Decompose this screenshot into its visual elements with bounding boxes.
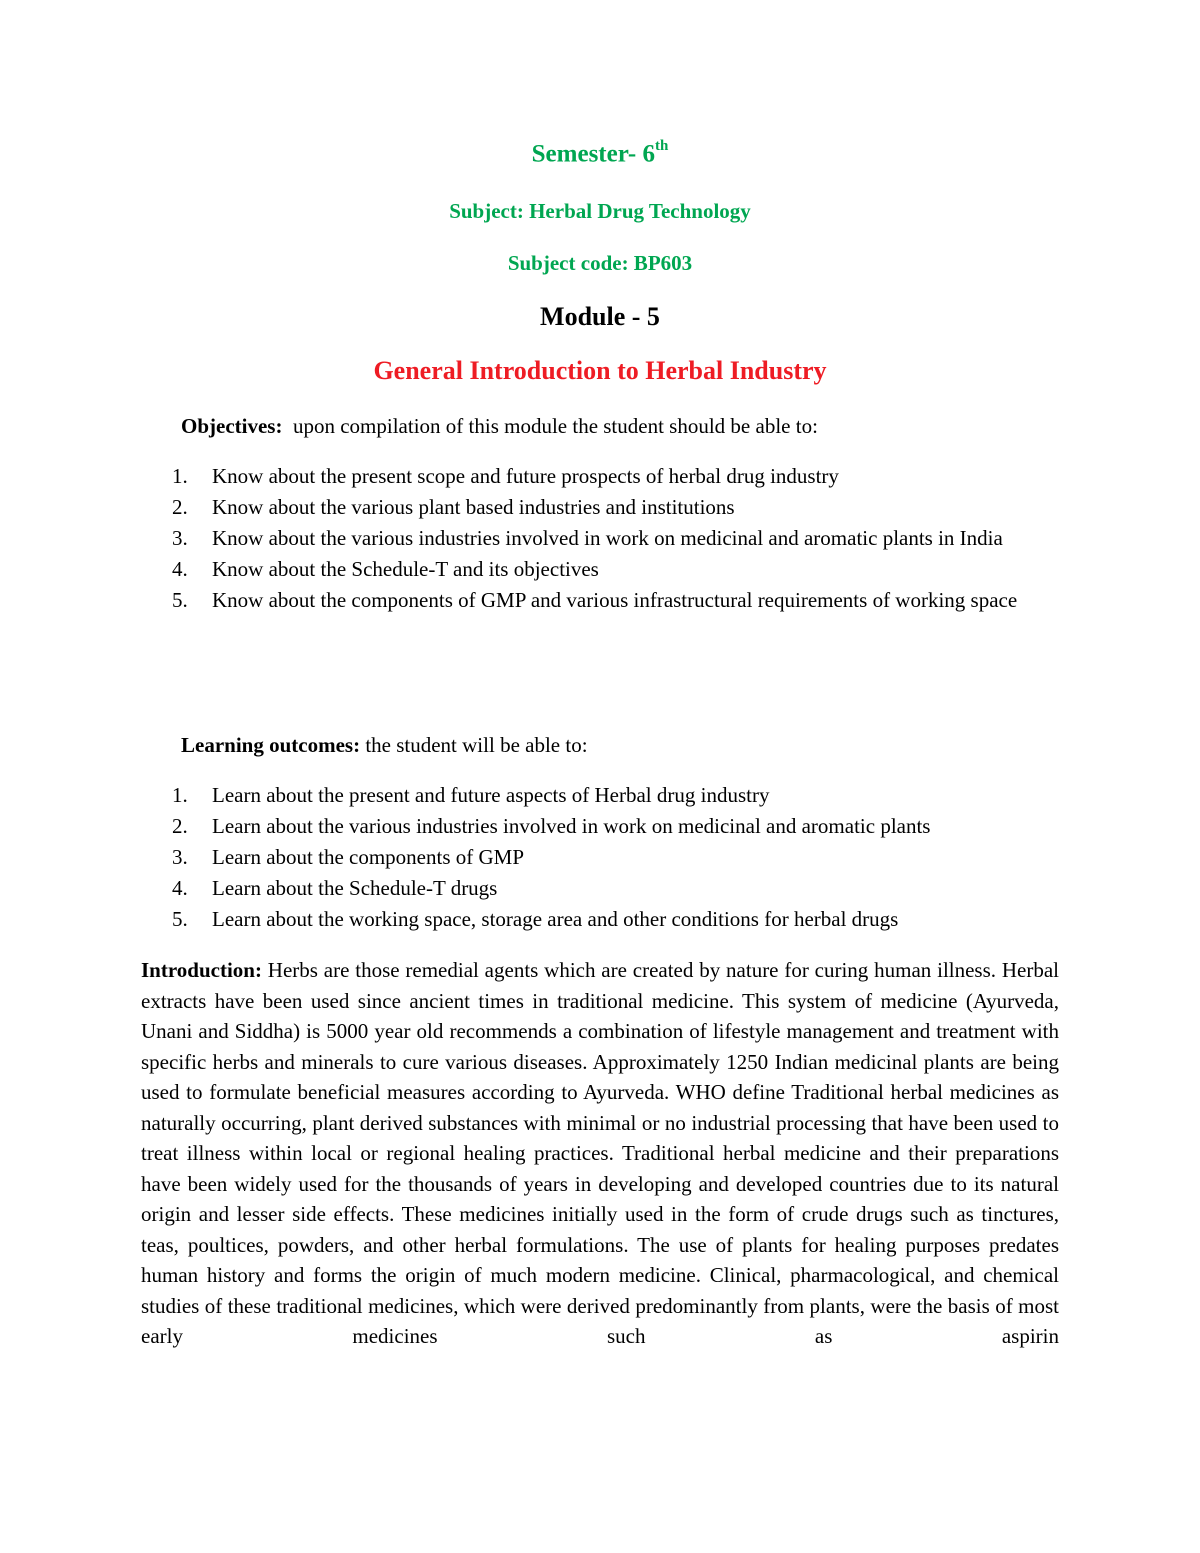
- list-item-number: 3.: [172, 845, 188, 869]
- list-item: [172, 842, 1058, 873]
- list-item-number: 3.: [172, 526, 188, 550]
- list-item-number: 2.: [172, 814, 188, 838]
- list-item-text: Know about the various industries involved in work on medicinal and aromatic plants in India: [212, 526, 1003, 550]
- list-item-number: 2.: [172, 495, 188, 519]
- list-item-number: 5.: [172, 588, 188, 612]
- outcomes-label: Learning outcomes:: [181, 733, 361, 757]
- objectives-lead: [181, 414, 818, 438]
- objectives-label: Objectives:: [181, 414, 283, 438]
- introduction-label: Introduction:: [141, 958, 262, 982]
- list-item-text: Learn about the various industries involved in work on medicinal and aromatic plants: [212, 814, 931, 838]
- list-item-text: Know about the various plant based industries and institutions: [212, 495, 735, 519]
- subject-heading: Subject: Herbal Drug Technology: [449, 199, 751, 223]
- list-item: [172, 873, 1058, 904]
- list-item: [172, 904, 1058, 935]
- list-item-text: Know about the present scope and future prospects of herbal drug industry: [212, 464, 839, 488]
- outcomes-list: [172, 780, 1058, 935]
- list-item-number: 4.: [172, 557, 188, 581]
- semester-heading: [0, 140, 1200, 168]
- outcomes-lead-text: the student will be able to:: [365, 733, 588, 757]
- list-item-text: Know about the components of GMP and various infrastructural requirements of working space: [212, 588, 1018, 612]
- list-item: [172, 811, 1058, 842]
- list-item: [172, 585, 1058, 616]
- list-item: [172, 523, 1058, 554]
- list-item-number: 4.: [172, 876, 188, 900]
- list-item: [172, 461, 1058, 492]
- list-item: [172, 554, 1058, 585]
- list-item-text: Learn about the working space, storage area and other conditions for herbal drugs: [212, 907, 899, 931]
- page-title: General Introduction to Herbal Industry: [373, 356, 827, 385]
- semester-label: Semester- 6: [531, 140, 655, 168]
- list-item-text: Know about the Schedule-T and its objectives: [212, 557, 599, 581]
- list-item-text: Learn about the Schedule-T drugs: [212, 876, 498, 900]
- list-item-number: 5.: [172, 907, 188, 931]
- introduction-paragraph: [141, 955, 1059, 1352]
- subject-code-heading: Subject code: BP603: [507, 251, 693, 275]
- list-item-number: 1.: [172, 464, 188, 488]
- semester-superscript: th: [654, 138, 669, 154]
- objectives-lead-text: upon compilation of this module the student should be able to:: [292, 414, 818, 438]
- list-item: [172, 492, 1058, 523]
- introduction-text: Herbs are those remedial agents which are created by nature for curing human illness. Herbal extracts have been used since ancient times in traditional medicine. This system of medicine (Ayurveda, Unani and Siddha) is 5000 year old recommends a combination of lifestyle management and treatment with specific herbs and minerals to cure various diseases. Approximately 1250 Indian medicinal plants are being used to formulate beneficial measures according to Ayurveda. WHO define Traditional herbal medicines as naturally occurring, plant derived substances with minimal or no industrial processing that have been used to treat illness within local or regional healing practices. Traditional herbal medicine and their preparations have been widely used for the thousands of years in developing and developed countries due to its natural origin and lesser side effects. These medicines initially used in the form of crude drugs such as tinctures, teas, poultices, powders, and other herbal formulations. The use of plants for healing purposes predates human history and forms the origin of much modern medicine. Clinical, pharmacological, and chemical studies of these traditional medicines, which were derived predominantly from plants, were the basis of most early medicines such as aspirin: [141, 958, 1059, 1348]
- list-item-text: Learn about the present and future aspects of Herbal drug industry: [212, 783, 770, 807]
- objectives-list: [172, 461, 1058, 616]
- list-item-number: 1.: [172, 783, 188, 807]
- list-item: [172, 780, 1058, 811]
- module-heading: Module - 5: [540, 302, 660, 331]
- outcomes-lead: [181, 733, 588, 757]
- list-item-text: Learn about the components of GMP: [212, 845, 525, 869]
